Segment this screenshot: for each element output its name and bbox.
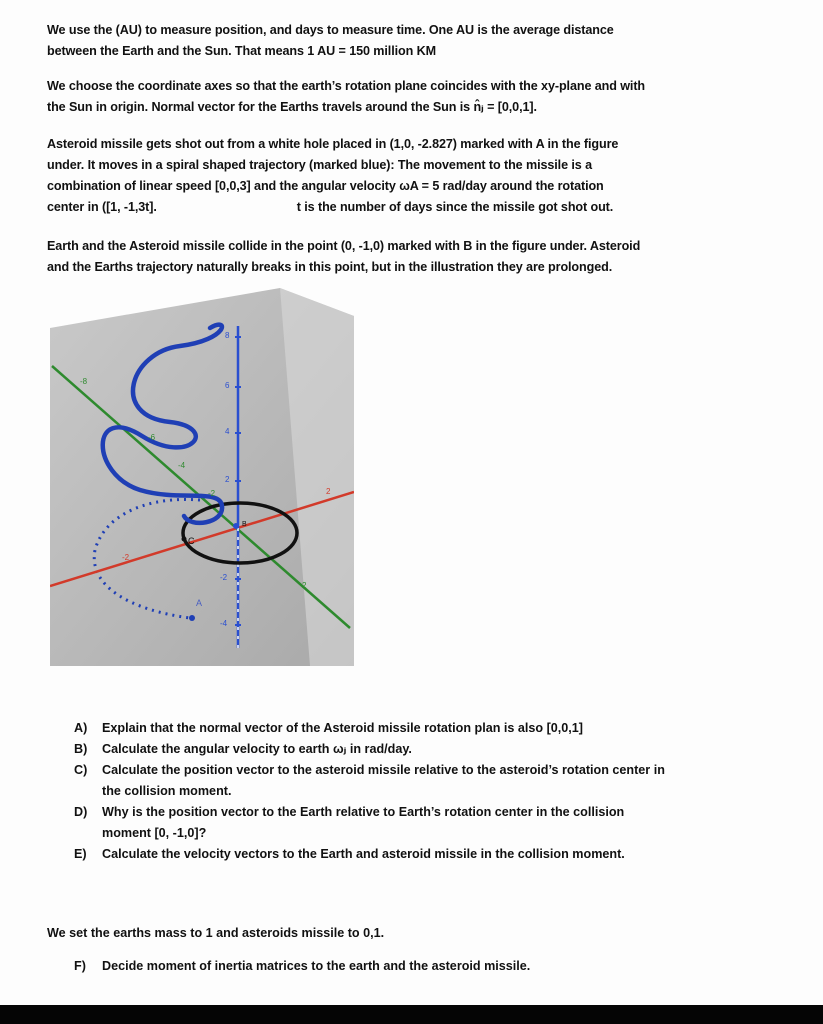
question-label: E) bbox=[74, 847, 87, 861]
question-label: F) bbox=[74, 959, 86, 973]
y-tick-label: -4 bbox=[178, 461, 186, 470]
question-item bbox=[74, 844, 774, 865]
question-label: B) bbox=[74, 742, 88, 756]
text-line: Asteroid missile gets shot out from a white hole placed in (1,0, -2.827) marked with A in the figure bbox=[47, 137, 619, 151]
z-tick-label: 6 bbox=[225, 381, 230, 390]
text-line: under. It moves in a spiral shaped trajectory (marked blue): The movement to the missile is a bbox=[47, 158, 592, 172]
point-c-label: C bbox=[188, 536, 195, 546]
question-item bbox=[74, 718, 774, 739]
paragraph-collision bbox=[47, 236, 767, 278]
y-tick-label: -2 bbox=[208, 489, 216, 498]
y-tick-label: -6 bbox=[148, 433, 156, 442]
text-fragment: center in ([1, -1,3t]. bbox=[47, 200, 157, 214]
z-tick-label: 4 bbox=[225, 427, 230, 436]
bottom-black-bar bbox=[0, 1005, 823, 1024]
question-text: the collision moment. bbox=[102, 784, 232, 798]
point-a-marker bbox=[189, 615, 195, 621]
text-line: We use the (AU) to measure position, and days to measure time. One AU is the average distance bbox=[47, 23, 614, 37]
y-tick-label: 2 bbox=[302, 581, 307, 590]
point-b-marker bbox=[233, 523, 239, 529]
paragraph-asteroid-missile bbox=[47, 134, 767, 218]
z-tick-label: -2 bbox=[220, 573, 228, 582]
question-label: C) bbox=[74, 763, 88, 777]
question-item bbox=[74, 760, 774, 802]
question-text: Decide moment of inertia matrices to the earth and the asteroid missile. bbox=[102, 959, 531, 973]
mass-statement: We set the earths mass to 1 and asteroids missile to 0,1. bbox=[47, 926, 385, 940]
text-line: We choose the coordinate axes so that the earth’s rotation plane coincides with the xy-plane and with bbox=[47, 79, 646, 93]
text-line: combination of linear speed [0,0,3] and the angular velocity ωA = 5 rad/day around the rotation bbox=[47, 179, 604, 193]
paragraph-units bbox=[47, 20, 767, 62]
question-text: Why is the position vector to the Earth relative to Earth’s rotation center in the collision bbox=[102, 805, 625, 819]
question-text: Explain that the normal vector of the Asteroid missile rotation plan is also [0,0,1] bbox=[102, 721, 583, 735]
question-label: D) bbox=[74, 805, 88, 819]
y-tick-label: -8 bbox=[80, 377, 88, 386]
text-line bbox=[47, 197, 767, 218]
text-line: Earth and the Asteroid missile collide in the point (0, -1,0) marked with B in the figure under. Asteroid bbox=[47, 239, 641, 253]
question-text: Calculate the angular velocity to earth ωⱼ in rad/day. bbox=[102, 742, 412, 756]
text-line: and the Earths trajectory naturally breaks in this point, but in the illustration they are prolonged. bbox=[47, 260, 613, 274]
z-tick-label: 2 bbox=[225, 475, 230, 484]
z-tick-label: -4 bbox=[220, 619, 228, 628]
x-tick-label: 2 bbox=[326, 487, 331, 496]
point-b-label: B bbox=[242, 521, 247, 528]
point-a-label: A bbox=[196, 598, 203, 608]
x-tick-label: -2 bbox=[122, 553, 130, 562]
question-text: Calculate the position vector to the asteroid missile relative to the asteroid’s rotation center in bbox=[102, 763, 665, 777]
text-fragment: t is the number of days since the missile got shot out. bbox=[296, 200, 614, 214]
z-tick-label: 8 bbox=[225, 331, 230, 340]
question-label: A) bbox=[74, 721, 88, 735]
text-line: between the Earth and the Sun. That means 1 AU = 150 million KM bbox=[47, 44, 436, 58]
paragraph-coordinate-axes bbox=[47, 76, 767, 118]
point-c-marker bbox=[182, 537, 187, 542]
question-text: Calculate the velocity vectors to the Earth and asteroid missile in the collision moment. bbox=[102, 847, 625, 861]
question-item bbox=[74, 739, 774, 760]
question-item bbox=[74, 959, 774, 973]
questions-list bbox=[74, 718, 774, 865]
text-line: the Sun in origin. Normal vector for the Earths travels around the Sun is n̂ⱼ = [0,0,1]. bbox=[47, 100, 537, 114]
question-text: moment [0, -1,0]? bbox=[102, 826, 207, 840]
trajectory-figure bbox=[50, 288, 354, 666]
question-item bbox=[74, 802, 774, 844]
